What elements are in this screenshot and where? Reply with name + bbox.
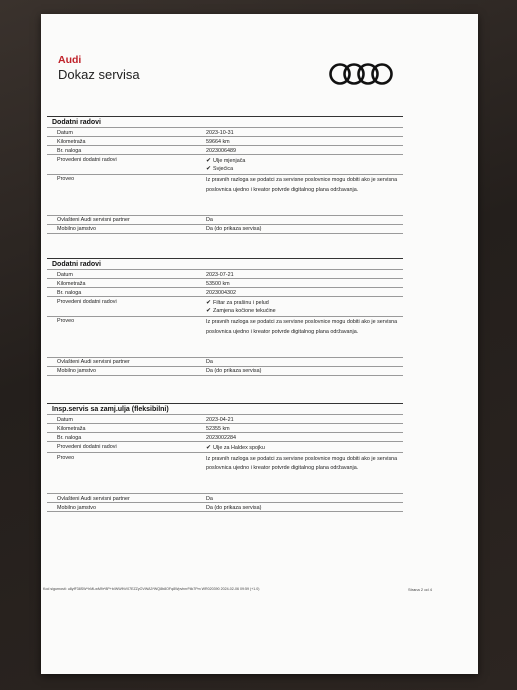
performed-by-row — [47, 316, 403, 357]
security-code: Kod sigurnosti: u8yfF38SW^hMLwM9r*8P+b/WWfhV07EZZyOVWA3*WQ8b8OFq8WpvhnrFtik7Pm WR020390 2024-02-06 09:59 (+1.0) — [43, 587, 260, 591]
work-item — [206, 444, 403, 453]
row-label: Kilometraža — [57, 138, 86, 145]
work-item — [206, 299, 403, 308]
row-label: Br. naloga — [57, 147, 82, 154]
warranty-row — [47, 224, 403, 233]
row-label: Datum — [57, 129, 73, 136]
service-section — [47, 258, 403, 376]
row-value: 2023006489 — [206, 147, 236, 154]
row-label: Mobilno jamstvo — [57, 226, 96, 233]
row-value: 2023-04-21 — [206, 416, 234, 423]
row-label: Datum — [57, 416, 73, 423]
page-number: Strana 2 od 4 — [407, 587, 432, 592]
check-icon: ✔ — [206, 299, 212, 306]
row-value: Da — [206, 217, 213, 224]
check-icon: ✔ — [206, 166, 212, 173]
order-number-row — [47, 432, 403, 441]
row-value: Da — [206, 495, 213, 502]
row-label: Proveo — [57, 318, 75, 325]
row-label: Proveo — [57, 454, 75, 461]
section-end-rule — [47, 375, 403, 376]
row-label: Provedeni dodatni radovi — [57, 156, 117, 163]
row-value: 59664 km — [206, 138, 230, 145]
row-label: Provedeni dodatni radovi — [57, 443, 117, 450]
row-label: Proveo — [57, 176, 75, 183]
row-value: Da (do prikaza servisa) — [206, 368, 262, 375]
check-icon: ✔ — [206, 157, 212, 164]
performed-by-text: Iz pravnih razloga se podatci za servisne poslovnice mogu dobiti ako je servisna poslovnica ujedno i kreator potvrde digitalnog plana održavanja. — [206, 455, 398, 472]
section-title: Dodatni radovi — [47, 116, 403, 127]
row-label: Ovlašteni Audi servisni partner — [57, 359, 130, 366]
row-label: Provedeni dodatni radovi — [57, 298, 117, 305]
date-row — [47, 269, 403, 278]
row-value: 2023002284 — [206, 434, 236, 441]
brand-name: Audi — [58, 54, 82, 66]
section-end-rule — [47, 233, 403, 234]
page-footer — [43, 587, 432, 592]
additional-work-row — [47, 296, 403, 316]
audi-rings-logo — [328, 62, 394, 86]
work-item-label: Svjećica — [213, 166, 234, 173]
work-item — [206, 165, 403, 174]
service-section — [47, 403, 403, 512]
row-label: Mobilno jamstvo — [57, 368, 96, 375]
section-end-rule — [47, 511, 403, 512]
row-label: Ovlašteni Audi servisni partner — [57, 495, 130, 502]
mileage-row — [47, 423, 403, 432]
work-item — [206, 157, 403, 166]
additional-work-row — [47, 441, 403, 452]
work-item — [206, 307, 403, 316]
row-label: Kilometraža — [57, 280, 86, 287]
row-value: Da (do prikaza servisa) — [206, 226, 262, 233]
row-label: Br. naloga — [57, 434, 82, 441]
row-value: Da — [206, 359, 213, 366]
partner-row — [47, 493, 403, 502]
work-item-label: Ulje mjenjača — [213, 157, 246, 164]
row-label: Datum — [57, 271, 73, 278]
section-title: Dodatni radovi — [47, 258, 403, 269]
warranty-row — [47, 366, 403, 375]
performed-by-text: Iz pravnih razloga se podatci za servisne poslovnice mogu dobiti ako je servisna poslovnica ujedno i kreator potvrde digitalnog plana održavanja. — [206, 177, 398, 193]
service-section — [47, 116, 403, 234]
row-value: 2023004302 — [206, 289, 236, 296]
row-value: Da (do prikaza servisa) — [206, 504, 262, 511]
work-item-label: Filtar za prašinu i pelud — [213, 299, 269, 306]
work-list — [204, 155, 403, 174]
row-label: Ovlašteni Audi servisni partner — [57, 217, 130, 224]
row-value: 52355 km — [206, 425, 230, 432]
partner-row — [47, 215, 403, 224]
row-label: Br. naloga — [57, 289, 82, 296]
page-title: Dokaz servisa — [58, 67, 140, 82]
date-row — [47, 127, 403, 136]
check-icon: ✔ — [206, 308, 212, 315]
order-number-row — [47, 287, 403, 296]
row-label: Kilometraža — [57, 425, 86, 432]
row-value: 53500 km — [206, 280, 230, 287]
order-number-row — [47, 145, 403, 154]
work-list — [204, 297, 403, 316]
performed-by-row — [47, 452, 403, 493]
performed-by-text: Iz pravnih razloga se podatci za servisne poslovnice mogu dobiti ako je servisna poslovnica ujedno i kreator potvrde digitalnog plana održavanja. — [206, 319, 398, 335]
row-label: Mobilno jamstvo — [57, 504, 96, 511]
additional-work-row — [47, 154, 403, 174]
mileage-row — [47, 278, 403, 287]
performed-by-row — [47, 174, 403, 215]
date-row — [47, 414, 403, 423]
partner-row — [47, 357, 403, 366]
section-title: Insp.servis sa zamj.ulja (fleksibilni) — [47, 403, 403, 414]
warranty-row — [47, 502, 403, 511]
row-value: 2023-07-21 — [206, 271, 234, 278]
check-icon: ✔ — [206, 444, 212, 451]
work-list — [204, 442, 403, 452]
mileage-row — [47, 136, 403, 145]
work-item-label: Zamjena kočione tekućine — [213, 308, 276, 315]
work-item-label: Ulje za Haldex spojku — [213, 444, 265, 451]
row-value: 2023-10-31 — [206, 129, 234, 136]
